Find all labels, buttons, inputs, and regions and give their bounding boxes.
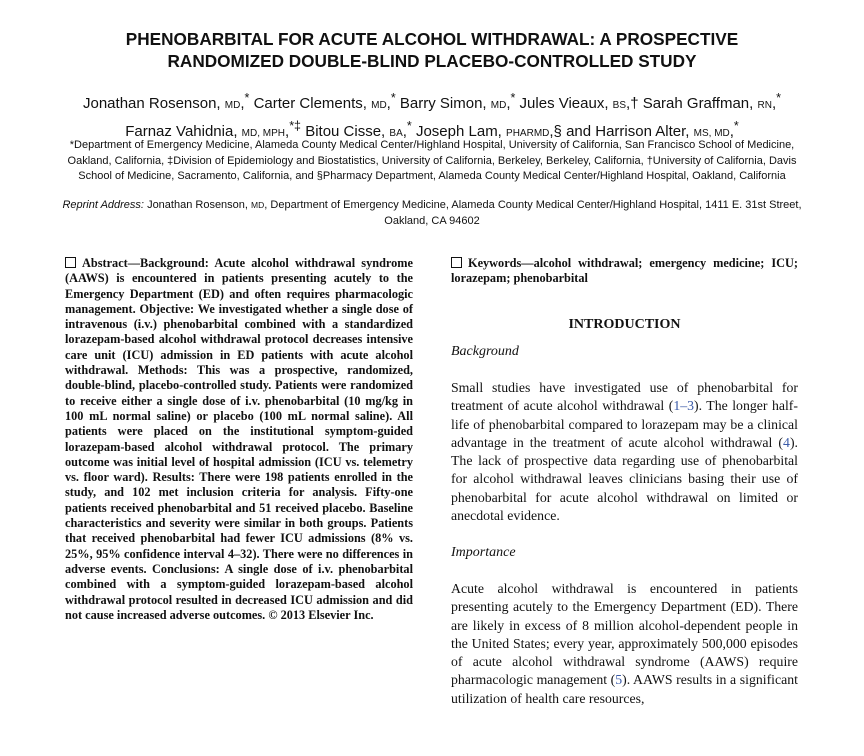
author: Joseph Lam, PHARMD,§ xyxy=(415,123,562,140)
citation-link[interactable]: 5 xyxy=(615,672,623,688)
citation-link[interactable]: 4 xyxy=(783,434,790,450)
author: Bitou Cisse, BA,* xyxy=(305,119,412,140)
article-title xyxy=(40,28,824,72)
section-heading-introduction: INTRODUCTION xyxy=(568,317,681,332)
checkbox-icon xyxy=(451,257,462,268)
subheading-background: Background xyxy=(451,344,519,359)
paragraph-importance: Acute alcohol withdrawal is encountered in patients presenting acutely to the Emergency Department (ED). There are likely in excess of 8 million alcohol-dependent people in the United States; every year, approximately 500,000 episodes of acute alcohol withdrawal syndrome (AAWS) require pharmacologic management (5). AAWS results in a significant utilization of health care resources, xyxy=(451,581,798,706)
author: Jonathan Rosenson, MD,* xyxy=(83,91,250,112)
author: and Harrison Alter, MS, MD,* xyxy=(566,119,739,140)
checkbox-icon xyxy=(65,257,76,268)
author: Barry Simon, MD,* xyxy=(399,91,516,112)
author: Farnaz Vahidnia, MD, MPH,*‡ xyxy=(125,119,302,140)
reprint-degree: MD xyxy=(251,200,265,210)
reprint-name: Jonathan Rosenson, xyxy=(147,199,248,211)
reprint-address xyxy=(62,198,802,229)
paragraph-background: Small studies have investigated use of phenobarbital for treatment of acute alcohol withdrawal (1–3). The longer half-life of phenobarbital compared to lorazepam may be a clinical advantage in the treatment of acute alcohol withdrawal (4). The lack of prospective data regarding use of phenobarbital for alcohol withdrawal leaves clinicians basing their use of phenobarbital for acute alcohol withdrawal on limited or anecdotal evidence. xyxy=(451,380,798,524)
keywords-text: Keywords—alcohol withdrawal; emergency medicine; ICU; lorazepam; phenobarbital xyxy=(451,256,798,286)
title-line-2: RANDOMIZED DOUBLE-BLIND PLACEBO-CONTROLLED STUDY xyxy=(167,51,697,71)
author: Sarah Graffman, RN,* xyxy=(642,91,781,112)
author-list xyxy=(50,88,814,144)
abstract xyxy=(65,256,413,623)
abstract-text: Abstract—Background: Acute alcohol withdrawal syndrome (AAWS) is encountered in patients presenting acutely to the Emergency Department (ED) and often requires pharmacologic management. Objective: We investigated whether a single dose of intravenous (i.v.) phenobarbital combined with a standardized lorazepam-based alcohol withdrawal protocol decreases intensive care unit (ICU) admission in ED patients with acute alcohol withdrawal. Methods: This was a prospective, randomized, double-blind, placebo-controlled study. Patients were randomized to receive either a single dose of i.v. phenobarbital (10 mg/kg in 100 mL normal saline) or placebo (100 mL normal saline). All patients were placed on the institutional symptom-guided lorazepam-based alcohol withdrawal protocol. The primary outcome was initial level of hospital admission (ICU vs. telemetry vs. floor ward). Results: There were 198 patients enrolled in the study, and 102 met inclusion criteria for analysis. Fifty-one patients received phenobarbital and 51 received placebo. Baseline characteristics and severity were similar in both groups. Patients that received phenobarbital had fewer ICU admissions (8% vs. 25%, 95% confidence interval 4–32). There were no differences in adverse events. Conclusions: A single dose of i.v. phenobarbital combined with a symptom-guided lorazepam-based alcohol withdrawal protocol resulted in decreased ICU admission and did not cause increased adverse outcomes. © 2013 Elsevier Inc. xyxy=(65,256,413,622)
author: Jules Vieaux, BS,† xyxy=(519,95,639,112)
keywords xyxy=(451,256,798,287)
citation-link[interactable]: 1–3 xyxy=(673,398,695,414)
subheading-importance: Importance xyxy=(451,545,516,560)
title-line-1: PHENOBARBITAL FOR ACUTE ALCOHOL WITHDRAWAL: A PROSPECTIVE xyxy=(125,29,739,49)
affiliations: *Department of Emergency Medicine, Alameda County Medical Center/Highland Hospital, University of California, San Francisco School of Medicine, Oakland, California, ‡Division of Epidemiology and Biostatistics, University of California, Berkeley, Berkeley, California, †University of California, Davis School of Medicine, Sacramento, California, and §Pharmacy Department, Alameda County Medical Center/Highland Hospital, Oakland, California xyxy=(67,139,797,182)
reprint-label: Reprint Address: xyxy=(62,199,144,211)
reprint-details: , Department of Emergency Medicine, Alameda County Medical Center/Highland Hospital, 1411 E. 31st Street, Oakland, CA 94602 xyxy=(264,199,802,227)
author: Carter Clements, MD,* xyxy=(253,91,396,112)
